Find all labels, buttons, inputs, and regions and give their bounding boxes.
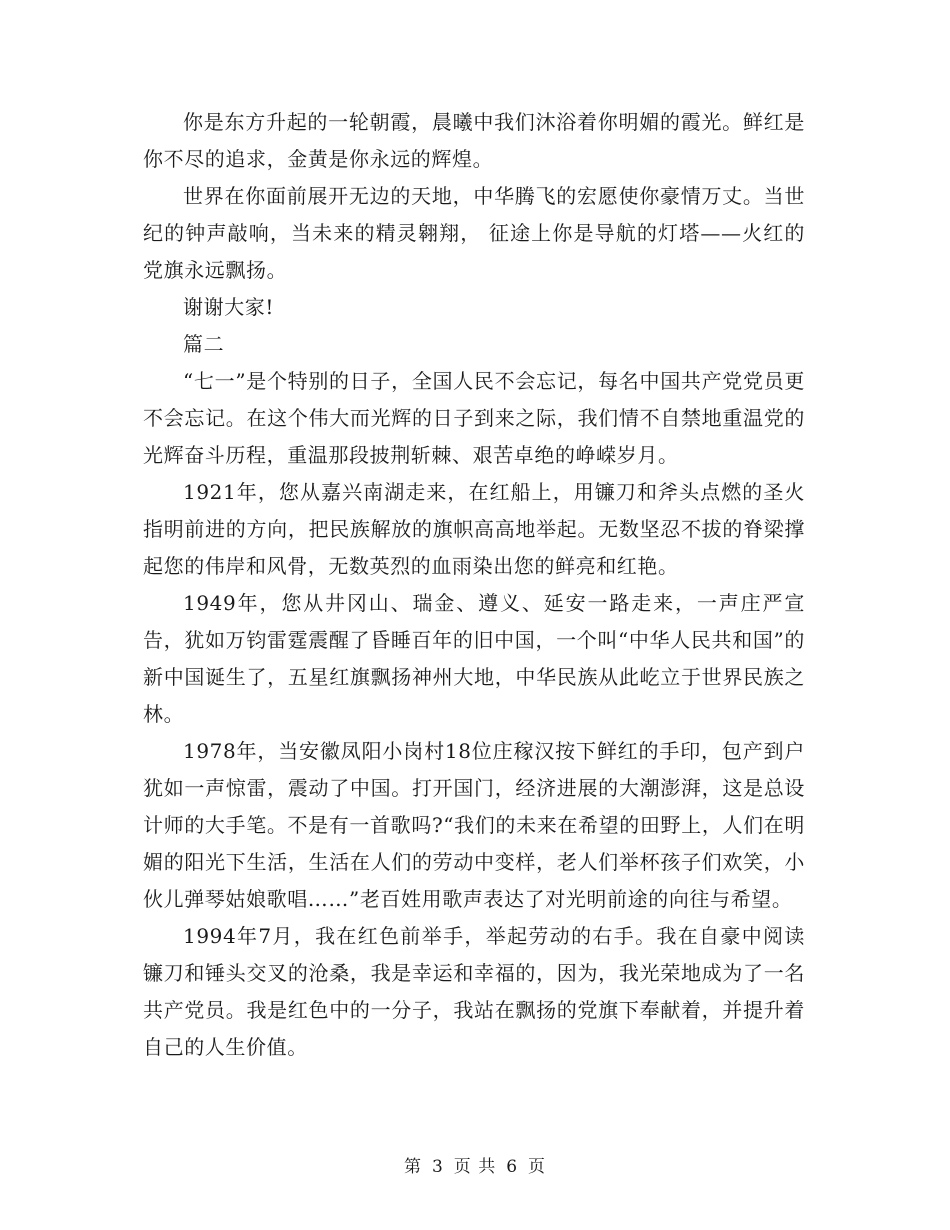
- page-footer: [0, 1152, 950, 1177]
- paragraph: 你是东方升起的一轮朝霞，晨曦中我们沐浴着你明媚的霞光。鲜红是你不尽的追求，金黄是你永远的辉煌。: [143, 110, 805, 171]
- paragraph: 谢谢大家!: [183, 295, 275, 319]
- paragraph: 世界在你面前展开无边的天地，中华腾飞的宏愿使你豪情万丈。当世纪的钟声敲响，当未来的精灵翱翔， 征途上你是导航的灯塔——火红的党旗永远飘扬。: [143, 184, 805, 282]
- paragraph: “七一”是个特别的日子，全国人民不会忘记，每名中国共产党党员更不会忘记。在这个伟大而光辉的日子到来之际，我们情不自禁地重温党的光辉奋斗历程，重温那段披荆斩棘、艰苦卓绝的峥嵘岁月。: [143, 369, 805, 467]
- footer-mid: 页 共: [453, 1157, 497, 1177]
- paragraph: 1994年7月，我在红色前举手，举起劳动的右手。我在自豪中阅读镰刀和锤头交叉的沧桑，我是幸运和幸福的，因为，我光荣地成为了一名共产党员。我是红色中的一分子，我站在飘扬的党旗下奉献着，并提升着自己的人生价值。: [143, 924, 805, 1059]
- current-page-number: 3: [431, 1157, 444, 1177]
- section-heading: 篇二: [183, 332, 225, 356]
- footer-suffix: 页: [528, 1157, 547, 1177]
- document-body: [143, 104, 805, 1066]
- paragraph: 1978年，当安徽凤阳小岗村18位庄稼汉按下鲜红的手印，包产到户犹如一声惊雷，震动了中国。打开国门，经济进展的大潮澎湃，这是总设计师的大手笔。不是有一首歌吗?“我们的未来在希望的田野上，人们在明媚的阳光下生活，生活在人们的劳动中变样，老人们举杯孩子们欢笑，小伙儿弹琴姑娘歌唱……”老百姓用歌声表达了对光明前途的向往与希望。: [143, 739, 805, 911]
- paragraph: 1949年，您从井冈山、瑞金、遵义、延安一路走来，一声庄严宣告，犹如万钧雷霆震醒了昏睡百年的旧中国，一个叫“中华人民共和国”的新中国诞生了，五星红旗飘扬神州大地，中华民族从此屹立于世界民族之林。: [143, 591, 805, 726]
- paragraph: 1921年，您从嘉兴南湖走来，在红船上，用镰刀和斧头点燃的圣火指明前进的方向，把民族解放的旗帜高高地举起。无数坚忍不拔的脊梁撑起您的伟岸和风骨，无数英烈的血雨染出您的鲜亮和红艳。: [143, 480, 805, 578]
- total-page-number: 6: [506, 1157, 519, 1177]
- footer-prefix: 第: [403, 1157, 422, 1177]
